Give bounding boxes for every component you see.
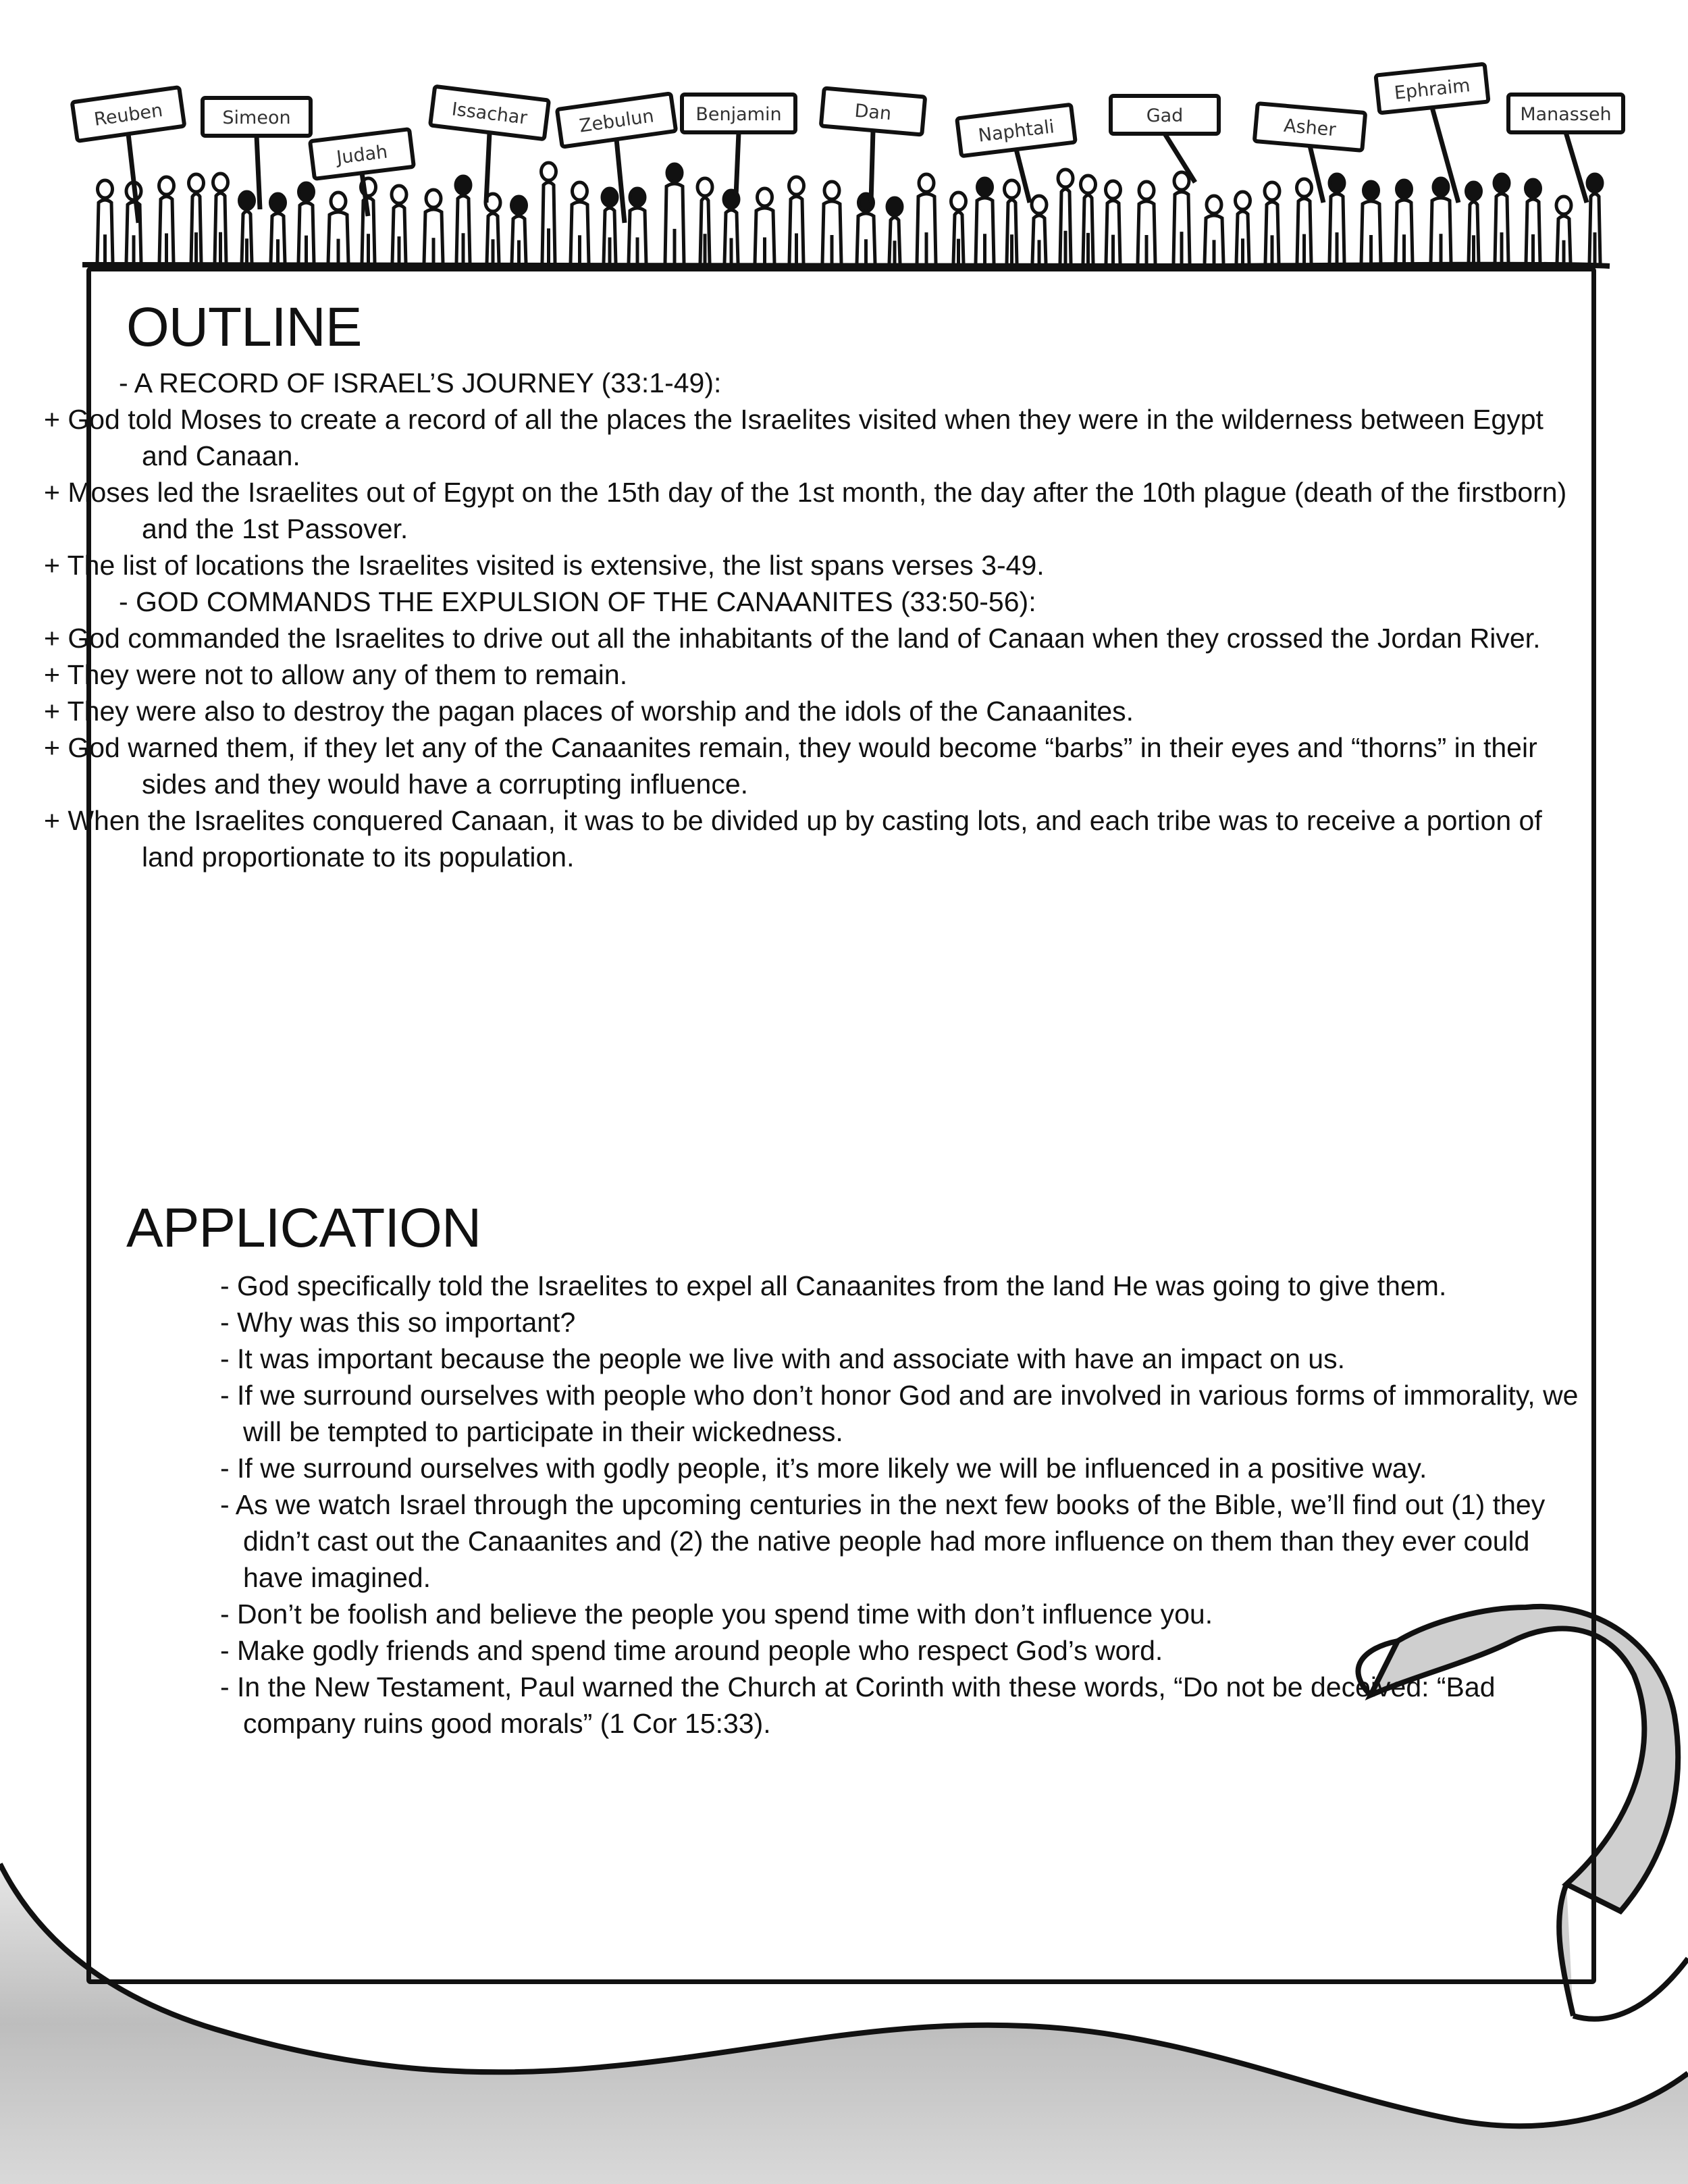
application-point: - Why was this so important?	[220, 1307, 576, 1338]
person-figure	[1329, 174, 1344, 263]
person-figure	[602, 188, 617, 263]
person-figure	[1556, 197, 1571, 263]
person-figure	[1494, 174, 1509, 263]
person-figure	[976, 178, 994, 263]
person-figure	[1138, 182, 1155, 263]
sign-pole	[616, 139, 625, 223]
sign-pole	[736, 132, 739, 196]
person-figure	[822, 182, 841, 263]
person-figure	[887, 198, 902, 263]
person-figure	[1526, 180, 1541, 263]
person-figure	[1431, 178, 1451, 263]
sign-pole	[1310, 146, 1323, 203]
outline-point: + God commanded the Israelites to drive out all the inhabitants of the land of Canaan when they crossed the Jordan River.	[44, 623, 1541, 654]
tribe-sign-issachar	[430, 86, 549, 203]
sign-pole	[257, 136, 260, 209]
tribe-name: Ephraim	[1393, 75, 1471, 104]
sign-pole	[871, 130, 873, 203]
person-figure	[1081, 176, 1096, 263]
outline-point: + When the Israelites conquered Canaan, it was to be divided up by casting lots, and each tribe was to receive a portion of land proportionate to its population.	[44, 805, 1542, 873]
application-point: - As we watch Israel through the upcoming centuries in the next few books of the Bible, we’ll find out (1) they didn’t cast out the Canaanites and (2) the native people had more influence on them than they ever could have imagined.	[220, 1489, 1546, 1593]
person-figure	[1297, 179, 1312, 263]
tribe-name: Judah	[335, 141, 389, 169]
outline-point: + The list of locations the Israelites visited is extensive, the list spans verses 3-49.	[44, 550, 1045, 581]
person-figure	[857, 194, 875, 263]
person-figure	[97, 180, 113, 263]
application-title: APPLICATION	[126, 1197, 481, 1259]
application-point: - If we surround ourselves with godly people, it’s more likely we will be influenced in a positive way.	[220, 1453, 1427, 1484]
tribe-name: Reuben	[93, 100, 164, 130]
application-point: - In the New Testament, Paul warned the Church at Corinth with these words, “Do not be deceived: “Bad company ruins good morals” (1 Cor 15:33).	[220, 1671, 1496, 1739]
person-figure	[159, 177, 174, 263]
tribe-name: Gad	[1146, 105, 1184, 126]
person-figure	[424, 190, 443, 263]
outline-heading-item: - GOD COMMANDS THE EXPULSION OF THE CANAANITES (33:50-56):	[119, 586, 1036, 617]
person-figure	[1058, 170, 1073, 263]
person-figure	[789, 177, 804, 263]
application-point: - It was important because the people we live with and associate with have an impact on us.	[220, 1343, 1345, 1374]
person-figure	[1265, 182, 1280, 263]
tribe-name: Simeon	[222, 107, 291, 128]
person-figure	[1396, 180, 1413, 263]
person-figure	[298, 183, 314, 263]
sign-pole	[1566, 132, 1587, 203]
person-figure	[1173, 172, 1190, 263]
tribe-sign-gad	[1111, 96, 1219, 182]
person-figure	[917, 174, 936, 263]
person-figure	[542, 163, 556, 263]
tribe-name: Zebulun	[578, 105, 656, 137]
person-figure	[697, 178, 712, 263]
sign-pole	[486, 132, 490, 203]
outline-point: + God told Moses to create a record of all the places the Israelites visited when they were in the wilderness between Egypt and Canaan.	[44, 404, 1544, 471]
outline-point: + Moses led the Israelites out of Egypt on the 15th day of the 1st month, the day after the 10th plague (death of the firstborn) and the 1st Passover.	[44, 477, 1567, 544]
sign-pole	[128, 134, 138, 223]
person-figure	[485, 194, 500, 263]
person-figure	[456, 176, 471, 263]
application-point: - If we surround ourselves with people who don’t honor God and are involved in various forms of immorality, we will be tempted to participate in their wickedness.	[220, 1380, 1579, 1447]
person-figure	[271, 194, 286, 263]
tribe-name: Asher	[1282, 115, 1337, 141]
person-figure	[1467, 182, 1481, 263]
person-figure	[1032, 196, 1047, 263]
person-figure	[512, 197, 527, 263]
outline-point: + God warned them, if they let any of the Canaanites remain, they would become “barbs” in their eyes and “thorns” in their sides and they would have a corrupting influence.	[44, 732, 1537, 800]
tribe-name: Manasseh	[1520, 104, 1612, 125]
outline-point: + They were also to destroy the pagan places of worship and the idols of the Canaanites.	[44, 696, 1134, 727]
person-figure	[1106, 181, 1121, 263]
person-figure	[213, 174, 228, 263]
outline-title: OUTLINE	[126, 296, 362, 358]
application-point: - God specifically told the Israelites to expel all Canaanites from the land He was going to give them.	[220, 1270, 1447, 1301]
person-figure	[1361, 182, 1381, 263]
tribe-name: Issachar	[450, 99, 529, 129]
outline-point: + They were not to allow any of them to remain.	[44, 659, 628, 690]
application-list	[142, 1268, 1580, 1742]
person-figure	[665, 164, 684, 263]
application-point: - Don’t be foolish and believe the people you spend time with don’t influence you.	[220, 1598, 1213, 1630]
tribe-name: Dan	[853, 100, 893, 125]
application-point: - Make godly friends and spend time around people who respect God’s word.	[220, 1635, 1163, 1666]
person-figure	[240, 192, 255, 263]
person-figure	[1236, 192, 1250, 263]
outline-list	[44, 365, 1580, 875]
tribe-name: Naphtali	[977, 116, 1056, 147]
person-figure	[629, 188, 646, 263]
person-figure	[951, 192, 966, 263]
outline-heading-item: - A RECORD OF ISRAEL’S JOURNEY (33:1-49):	[119, 367, 722, 398]
person-figure	[571, 182, 589, 263]
person-figure	[328, 192, 348, 263]
person-figure	[755, 188, 774, 263]
tribe-name: Benjamin	[695, 104, 782, 125]
person-figure	[392, 186, 406, 263]
person-figure	[1205, 196, 1223, 263]
person-figure	[189, 174, 204, 263]
person-figure	[1587, 174, 1602, 263]
person-figure	[1005, 180, 1020, 263]
person-figure	[724, 190, 739, 263]
